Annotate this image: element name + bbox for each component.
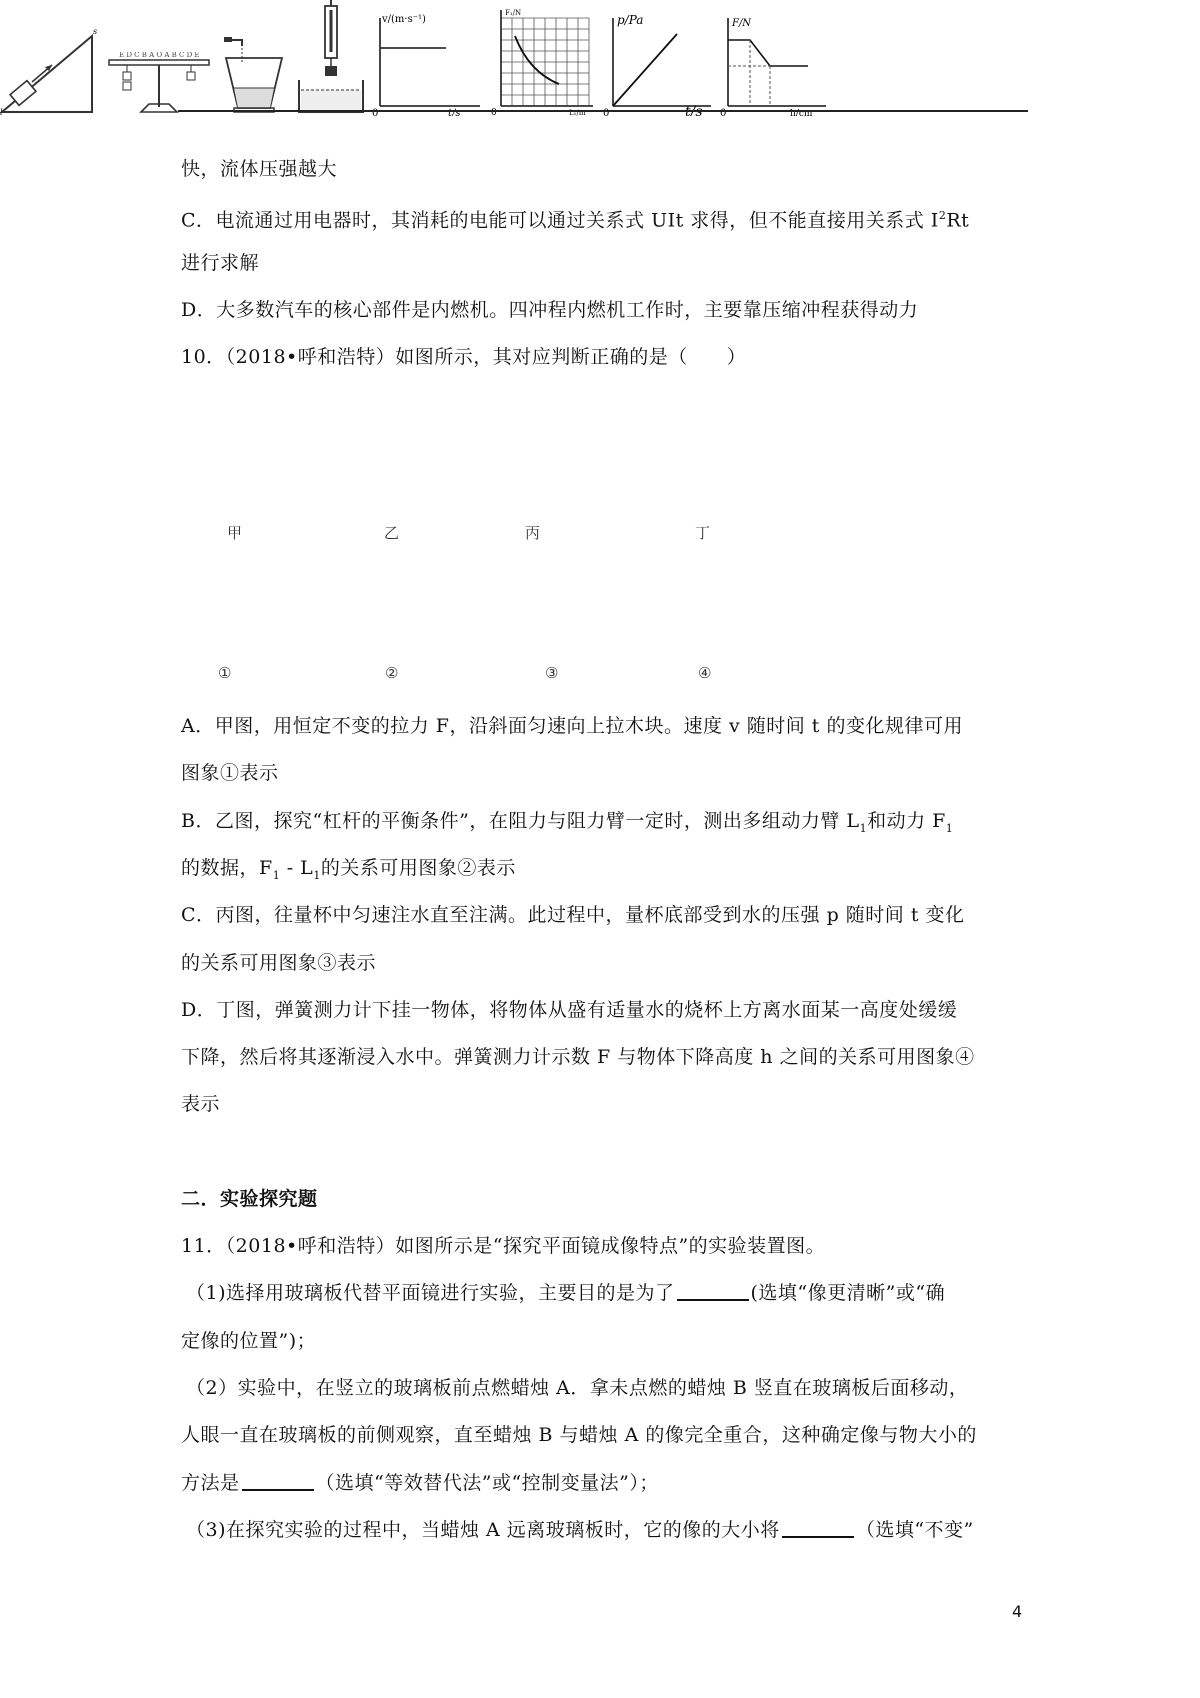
graph-4-origin: 0 xyxy=(719,108,727,116)
graph-label-4: ④ xyxy=(698,664,712,682)
question-11-part-2: （2）实验中，在竖立的玻璃板前点燃蜡烛 A．拿未点燃的蜡烛 B 竖直在玻璃板后面移动， xyxy=(186,1377,969,1399)
figure-lever xyxy=(105,52,213,116)
header-rule xyxy=(178,110,1028,112)
option-b-line: B．乙图，探究“杠杆的平衡条件”，在阻力与阻力臂一定时，测出多组动力臂 $L_1$和动力 $F_1$ xyxy=(181,810,954,835)
option-a-line: A．甲图，用恒定不变的拉力 F，沿斜面匀速向上拉木块。速度 v 随时间 t 的变化规律可用 xyxy=(181,715,963,737)
graph-4-ylabel: F/N xyxy=(731,18,751,29)
text-line: 人眼一直在玻璃板的前侧观察，直至蜡烛 B 与蜡烛 A 的像完全重合，这种确定像与物大小的 xyxy=(181,1424,977,1446)
option-d-line: D．丁图，弹簧测力计下挂一物体，将物体从盛有适量水的烧杯上方离水面某一高度处缓缓 xyxy=(181,999,958,1021)
figure-incline xyxy=(0,20,100,116)
graph-2-ylabel: F₁/N xyxy=(505,9,522,17)
graph-1-ylabel: v/(m·s⁻¹) xyxy=(382,14,427,25)
answer-blank[interactable] xyxy=(782,1518,854,1538)
answer-blank[interactable] xyxy=(242,1471,314,1491)
svg-text:l: l xyxy=(0,108,3,116)
text-line: 进行求解 xyxy=(181,252,260,274)
svg-text:E D C B A O A B C D E: E D C B A O A B C D E xyxy=(119,52,200,59)
option-d-line: D．大多数汽车的核心部件是内燃机。四冲程内燃机工作时，主要靠压缩冲程获得动力 xyxy=(181,299,919,321)
graph-1-xlabel: t/s xyxy=(448,108,461,116)
graph-3-origin: 0 xyxy=(602,108,609,116)
graph-4-xlabel: h/cm xyxy=(789,109,813,116)
svg-text:s: s xyxy=(93,27,98,36)
figure-label-yi: 乙 xyxy=(384,524,400,542)
graph-label-1: ① xyxy=(218,664,232,682)
figure-spring-scale xyxy=(295,0,367,116)
page-number: 4 xyxy=(1012,1602,1023,1621)
graph-4 xyxy=(720,12,832,116)
graph-1 xyxy=(372,12,484,116)
question-11: 11．（2018•呼和浩特）如图所示是“探究平面镜成像特点”的实验装置图。 xyxy=(181,1235,826,1257)
graph-3-xlabel: t/s xyxy=(684,104,703,116)
figure-label-jia: 甲 xyxy=(227,524,243,542)
graph-label-3: ③ xyxy=(545,664,559,682)
option-c-line: C．电流通过用电器时，其消耗的电能可以通过关系式 UIt 求得，但不能直接用关系式 $I^2Rt$ xyxy=(181,209,970,232)
text-line: 的关系可用图象③表示 xyxy=(181,952,377,974)
question-11-part-1: （1)选择用玻璃板代替平面镜进行实验，主要目的是为了 (选填“像更清晰”或“确 xyxy=(186,1282,946,1304)
graph-3 xyxy=(603,12,715,116)
question-11-part-3: （3)在探究实验的过程中，当蜡烛 A 远离玻璃板时，它的像的大小将 （选填“不变” xyxy=(186,1519,974,1541)
graph-1-origin: 0 xyxy=(372,108,379,116)
section-heading: 二．实验探究题 xyxy=(181,1188,318,1210)
graph-label-2: ② xyxy=(385,664,399,682)
text-line: 表示 xyxy=(181,1093,221,1115)
figure-label-ding: 丁 xyxy=(695,524,711,542)
figure-label-bing: 丙 xyxy=(525,524,541,542)
graph-3-ylabel: p/Pa xyxy=(616,13,643,27)
text-line: 方法是 （选填“等效替代法”或“控制变量法”）； xyxy=(181,1472,659,1494)
question-10: 10．（2018•呼和浩特）如图所示，其对应判断正确的是（ ） xyxy=(181,346,747,368)
option-c-line: C．丙图，往量杯中匀速注水直至注满。此过程中，量杯底部受到水的压强 p 随时间 t 变化 xyxy=(181,904,965,926)
text-line: 下降，然后将其逐渐浸入水中。弹簧测力计示数 F 与物体下降高度 h 之间的关系可用图象④ xyxy=(181,1046,975,1068)
answer-blank[interactable] xyxy=(677,1281,749,1301)
graph-2-xlabel: L₁/m xyxy=(569,109,586,116)
text-line: 定像的位置”)； xyxy=(181,1330,317,1352)
figure-measuring-cup xyxy=(218,32,290,116)
graph-2 xyxy=(489,6,597,116)
text-line: 图象①表示 xyxy=(181,762,279,784)
text-line: 的数据，$F_1 - L_1$的关系可用图象②表示 xyxy=(181,857,516,882)
text-line: 快，流体压强越大 xyxy=(181,158,338,180)
graph-2-origin: 0 xyxy=(491,108,498,116)
